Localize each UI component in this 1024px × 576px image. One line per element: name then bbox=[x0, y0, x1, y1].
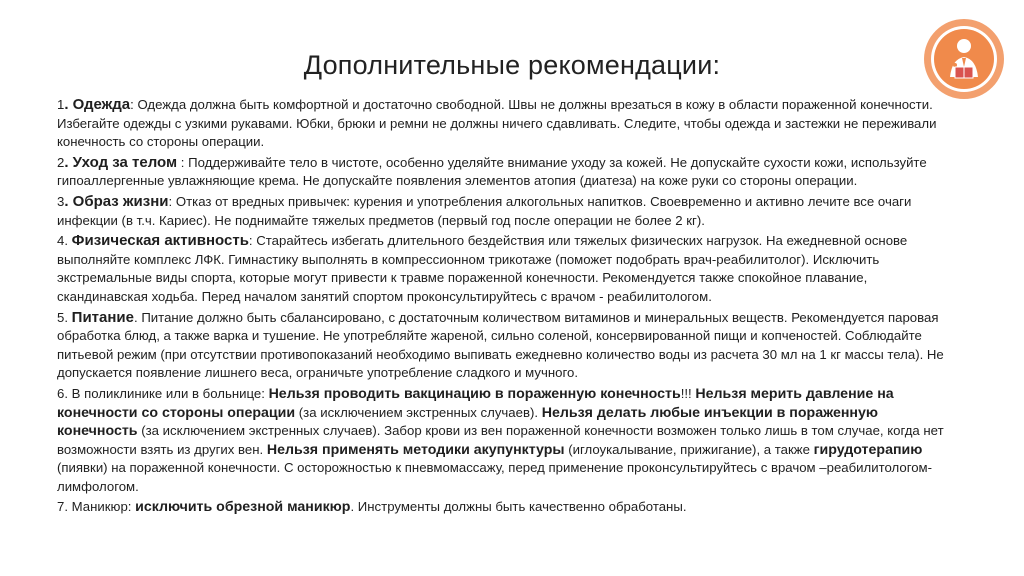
item-text: (пиявки) на пораженной конечности. С осторожностью к пневмомассажу, перед применение проконсультируйтесь с врачом –реабилитологом- лимфологом. bbox=[57, 460, 933, 494]
item-text: !!! bbox=[680, 385, 696, 401]
warning-text: Нельзя делать любые инъекции в пораженную конечность bbox=[57, 404, 879, 440]
item-number: 1 bbox=[57, 97, 65, 112]
warning-text: Нельзя проводить вакцинацию в пораженную конечность bbox=[268, 385, 681, 402]
list-item bbox=[57, 193, 957, 230]
item-number: 5. bbox=[57, 309, 72, 325]
item-text: . Инструменты должны быть качественно обработаны. bbox=[350, 499, 687, 515]
item-text: 7. Маникюр: bbox=[57, 499, 136, 515]
list-item-hospital bbox=[57, 385, 957, 497]
item-heading: . Образ жизни bbox=[64, 192, 169, 210]
doctor-with-book-icon bbox=[922, 17, 1006, 101]
recommendations-list bbox=[57, 96, 957, 519]
list-item-manicure bbox=[57, 498, 957, 517]
item-text: (за исключением экстренных случаев). bbox=[295, 404, 542, 420]
item-heading: Питание bbox=[71, 308, 134, 326]
item-text: (за исключением экстренных случаев). Забор крови из вен пораженной конечности возможен только лишь в том случае, когда нет возможности взять из других вен. bbox=[57, 423, 944, 457]
item-text: : Отказ от вредных привычек: курения и употребления алкогольных напитков. Своевременно и активно лечите все очаги инфекции (в т.ч. Кариес). Не поднимайте тяжелых предметов (первый год после операции не более 2 кг). bbox=[57, 193, 912, 228]
slide-title: Дополнительные рекомендации: bbox=[303, 50, 721, 80]
item-text: . Питание должно быть сбалансировано, с достаточным количеством витаминов и минеральных веществ. Рекомендуется паровая обработка блюд, а также варка и тушение. Не употребляйте жареной, сильно соленой, консервированной пищи и копченостей. Соблюдайте питьевой режим (при отсутствии противопоказаний необходимо выпивать ежедневно количество воды из расчета 30 мл на 1 кг массы тела). Не допускается появление лишнего веса, ограничьте употребление сладкого и мучного. bbox=[57, 309, 944, 381]
item-text: : Старайтесь избегать длительного бездействия или тяжелых физических нагрузок. На ежедневной основе выполняйте комплекс ЛФК. Гимнастику выполнять в компрессионном трикотаже (поможет подобрать врач-реабилитолог). Исключить экстремальные виды спорта, которые могут привести к травме пораженной конечности. Рекомендуется также спокойное плавание, скандинавская ходьба. Перед началом занятий спортом проконсультируйтесь с врачом - реабилитологом. bbox=[57, 233, 908, 304]
item-text: : Одежда должна быть комфортной и достаточно свободной. Швы не должны врезаться в кожу в области пораженной конечности. Избегайте одежды с узкими рукавами. Юбки, брюки и ремни не должны ничего сдавливать. Следите, чтобы одежда и застежки не переживали конечность со стороны операции. bbox=[57, 97, 937, 150]
list-item bbox=[57, 96, 957, 152]
item-text: 6. В поликлинике или в больнице: bbox=[57, 385, 269, 401]
list-item bbox=[57, 309, 957, 383]
warning-text: исключить обрезной маникюр bbox=[135, 499, 351, 516]
item-text: (иглоукалывание, прижигание), а также bbox=[564, 441, 814, 457]
warning-text: Нельзя применять методики акупунктуры bbox=[266, 441, 565, 458]
warning-text: гирудотерапию bbox=[813, 441, 923, 458]
item-heading: Физическая активность bbox=[71, 232, 249, 250]
item-number: 4. bbox=[57, 233, 72, 249]
warning-text: Нельзя мерить давление на конечности со стороны операции bbox=[57, 385, 894, 421]
item-text: : Поддерживайте тело в чистоте, особенно уделяйте внимание уходу за кожей. Не допускайте сухости кожи, используйте гипоаллергенные увлажняющие крема. Не допускайте появления элементов атопия (диатеза) на коже руки со стороны операции. bbox=[57, 154, 927, 189]
item-heading: . Уход за телом bbox=[64, 153, 178, 171]
item-number: 3 bbox=[57, 193, 65, 209]
list-item bbox=[57, 154, 957, 191]
item-heading: . Одежда bbox=[64, 96, 131, 113]
list-item bbox=[57, 232, 957, 306]
item-number: 2 bbox=[57, 154, 65, 170]
